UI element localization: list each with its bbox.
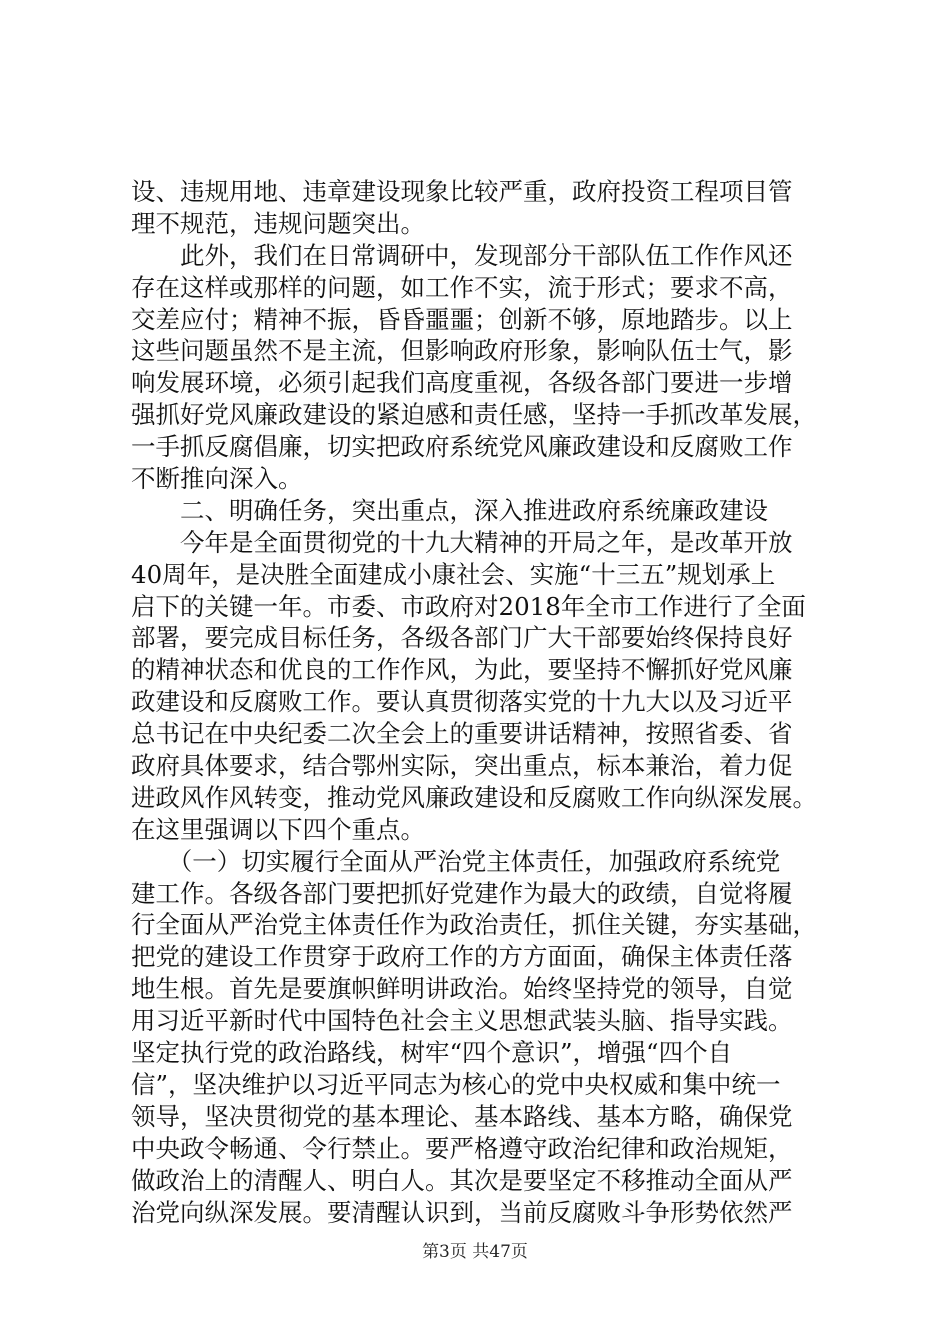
text-line: 信”，坚决维护以习近平同志为核心的党中央权威和集中统一	[131, 1069, 781, 1099]
text-line: 地生根。首先是要旗帜鲜明讲政治。始终坚持党的领导，自觉	[131, 974, 793, 1004]
text-line: 启下的关键一年。市委、市政府对2018年全市工作进行了全面	[131, 591, 806, 621]
text-line: 理不规范，违规问题突出。	[131, 208, 425, 238]
text-line: 中央政令畅通、令行禁止。要严格遵守政治纪律和政治规矩，	[131, 1133, 793, 1163]
text-line: 治党向纵深发展。要清醒认识到，当前反腐败斗争形势依然严	[131, 1197, 793, 1227]
text-line: 政府具体要求，结合鄂州实际，突出重点，标本兼治，着力促	[131, 751, 793, 781]
text-line: 交差应付；精神不振，昏昏噩噩；创新不够，原地踏步。以上	[131, 304, 793, 334]
text-line: 总书记在中央纪委二次全会上的重要讲话精神，按照省委、省	[131, 719, 793, 749]
text-line: 用习近平新时代中国特色社会主义思想武装头脑、指导实践。	[131, 1006, 793, 1036]
text-line: 二、明确任务，突出重点，深入推进政府系统廉政建设	[131, 495, 768, 525]
text-line: 做政治上的清醒人、明白人。其次是要坚定不移推动全面从严	[131, 1165, 793, 1195]
text-line: 坚定执行党的政治路线，树牢“四个意识”，增强“四个自	[131, 1038, 733, 1068]
text-line: 行全面从严治党主体责任作为政治责任，抓住关键，夯实基础，	[131, 910, 817, 940]
text-line: 一手抓反腐倡廉，切实把政府系统党风廉政建设和反腐败工作	[131, 432, 793, 462]
text-line: 设、违规用地、违章建设现象比较严重，政府投资工程项目管	[131, 177, 793, 206]
text-line: （一）切实履行全面从严治党主体责任，加强政府系统党	[131, 846, 781, 876]
body-text	[131, 176, 831, 1228]
text-line: 政建设和反腐败工作。要认真贯彻落实党的十九大以及习近平	[131, 687, 793, 717]
text-line: 存在这样或那样的问题，如工作不实，流于形式；要求不高，	[131, 272, 793, 302]
text-line: 这些问题虽然不是主流，但影响政府形象，影响队伍士气，影	[131, 336, 793, 366]
text-line: 响发展环境，必须引起我们高度重视，各级各部门要进一步增	[131, 368, 793, 398]
text-line: 把党的建设工作贯穿于政府工作的方方面面，确保主体责任落	[131, 942, 793, 972]
text-line: 40周年，是决胜全面建成小康社会、实施“十三五”规划承上	[131, 559, 776, 589]
text-line: 领导，坚决贯彻党的基本理论、基本路线、基本方略，确保党	[131, 1101, 793, 1131]
page-footer: 第3页 共47页	[422, 1242, 528, 1262]
text-line: 强抓好党风廉政建设的紧迫感和责任感，坚持一手抓改革发展，	[131, 400, 817, 430]
text-line: 的精神状态和优良的工作作风，为此，要坚持不懈抓好党风廉	[131, 655, 793, 685]
text-line: 今年是全面贯彻党的十九大精神的开局之年，是改革开放	[131, 527, 793, 557]
text-line: 建工作。各级各部门要把抓好党建作为最大的政绩，自觉将履	[131, 878, 793, 908]
text-line: 进政风作风转变，推动党风廉政建设和反腐败工作向纵深发展。	[131, 782, 817, 812]
text-line: 在这里强调以下四个重点。	[131, 814, 425, 844]
text-line: 不断推向深入。	[131, 464, 303, 494]
text-line: 部署，要完成目标任务，各级各部门广大干部要始终保持良好	[131, 623, 793, 653]
text-line: 此外，我们在日常调研中，发现部分干部队伍工作作风还	[131, 240, 793, 270]
